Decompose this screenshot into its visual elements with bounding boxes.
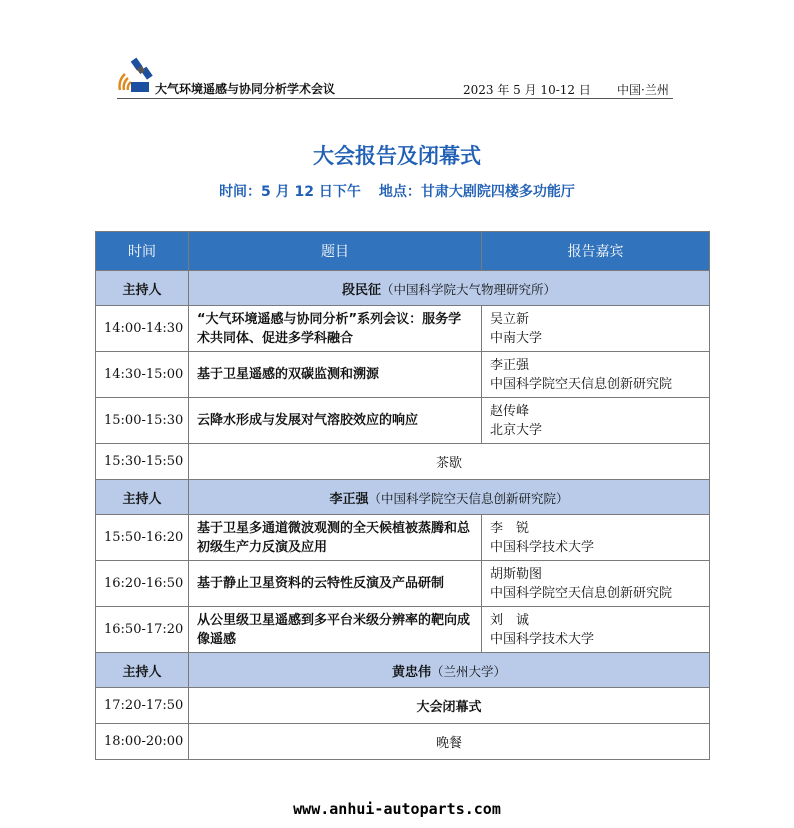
host-cell: [189, 480, 710, 515]
speaker-affiliation: 中国科学技术大学: [490, 631, 595, 647]
page-header: [117, 56, 673, 99]
talk-time: 14:00-14:30: [96, 306, 189, 352]
event-label: 茶歇: [189, 444, 710, 480]
speaker-affiliation: 北京大学: [490, 422, 543, 438]
talk-topic: “大气环境遥感与协同分析”系列会议：服务学术共同体、促进多学科融合: [189, 306, 482, 352]
host-name: 段民征: [341, 282, 381, 298]
speaker-name: 吴立新: [490, 311, 530, 327]
host-org: （中国科学院大气物理研究所）: [381, 281, 557, 297]
host-label: 主持人: [96, 271, 189, 306]
event-time: 17:20-17:50: [96, 688, 189, 724]
event-time: 15:30-15:50: [96, 444, 189, 480]
host-cell: [189, 653, 710, 688]
talk-speaker: [482, 352, 710, 398]
speaker-name: 李 锐: [490, 520, 530, 536]
talk-time: 16:20-16:50: [96, 561, 189, 607]
talk-time: 14:30-15:00: [96, 352, 189, 398]
host-org: （中国科学院空天信息创新研究院）: [368, 490, 569, 506]
talk-speaker: [482, 398, 710, 444]
table-row: [96, 306, 710, 352]
table-row: [96, 398, 710, 444]
table-row: [96, 688, 710, 724]
event-label: 晚餐: [189, 724, 710, 760]
table-row: [96, 444, 710, 480]
column-header-speaker: 报告嘉宾: [482, 232, 710, 271]
host-cell: [189, 271, 710, 306]
table-row: [96, 607, 710, 653]
session-location: 地点：甘肃大剧院四楼多功能厅: [378, 184, 575, 200]
talk-speaker: [482, 561, 710, 607]
talk-time: 16:50-17:20: [96, 607, 189, 653]
event-time: 18:00-20:00: [96, 724, 189, 760]
table-row: [96, 352, 710, 398]
talk-topic: 基于静止卫星资料的云特性反演及产品研制: [189, 561, 482, 607]
speaker-affiliation: 中南大学: [490, 330, 543, 346]
conference-name: 大气环境遥感与协同分析学术会议: [155, 82, 336, 96]
speaker-affiliation: 中国科学院空天信息创新研究院: [490, 585, 673, 601]
table-row: [96, 515, 710, 561]
schedule-table: [95, 231, 710, 760]
event-label: 大会闭幕式: [189, 688, 710, 724]
host-row: [96, 480, 710, 515]
talk-time: 15:50-16:20: [96, 515, 189, 561]
talk-topic: 云降水形成与发展对气溶胶效应的响应: [189, 398, 482, 444]
talk-topic: 基于卫星遥感的双碳监测和溯源: [189, 352, 482, 398]
satellite-logo-icon: [117, 56, 155, 94]
host-name: 李正强: [329, 491, 369, 507]
talk-speaker: [482, 607, 710, 653]
talk-topic: 基于卫星多通道微波观测的全天候植被蒸腾和总初级生产力反演及应用: [189, 515, 482, 561]
talk-speaker: [482, 306, 710, 352]
speaker-name: 刘 诚: [490, 612, 530, 628]
speaker-name: 胡斯勒图: [490, 566, 543, 582]
host-label: 主持人: [96, 480, 189, 515]
session-time: 时间：5 月 12 日下午: [219, 184, 361, 200]
column-header-time: 时间: [96, 232, 189, 271]
host-name: 黄忠伟: [391, 664, 431, 680]
host-org: （兰州大学）: [431, 663, 507, 679]
table-row: [96, 724, 710, 760]
conference-place: 中国·兰州: [617, 83, 669, 97]
speaker-affiliation: 中国科学技术大学: [490, 539, 595, 555]
column-header-topic: 题目: [189, 232, 482, 271]
conference-date: 2023 年 5 月 10-12 日: [463, 83, 591, 97]
speaker-name: 赵传峰: [490, 403, 530, 419]
speaker-affiliation: 中国科学院空天信息创新研究院: [490, 376, 673, 392]
session-info: [0, 181, 794, 201]
host-row: [96, 271, 710, 306]
host-row: [96, 653, 710, 688]
page-title: 大会报告及闭幕式: [313, 144, 481, 168]
table-header-row: [96, 232, 710, 271]
host-label: 主持人: [96, 653, 189, 688]
talk-speaker: [482, 515, 710, 561]
talk-time: 15:00-15:30: [96, 398, 189, 444]
talk-topic: 从公里级卫星遥感到多平台米级分辨率的靶向成像遥感: [189, 607, 482, 653]
speaker-name: 李正强: [490, 357, 530, 373]
table-row: [96, 561, 710, 607]
footer-url: www.anhui-autoparts.com: [293, 800, 501, 818]
